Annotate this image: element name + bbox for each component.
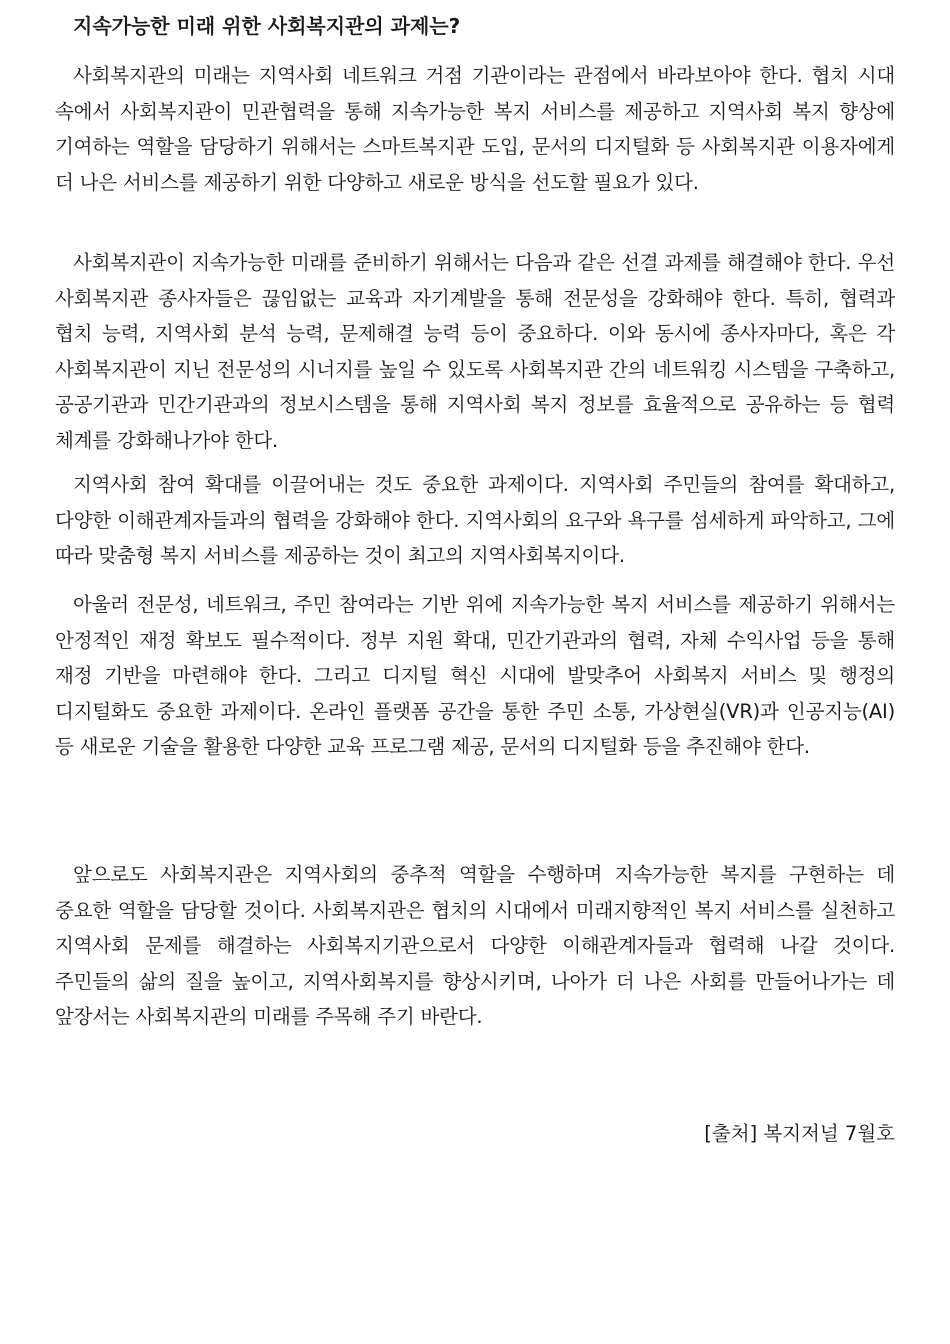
paragraph-community-participation: 지역사회 참여 확대를 이끌어내는 것도 중요한 과제이다. 지역사회 주민들의 참여를 확대하고, 다양한 이해관계자들과의 협력을 강화해야 한다. 지역사회의 요구와 욕구를 섬세하게 파악하고, 그에 따라 맞춤형 복지 서비스를 제공하는 것이 최고의 지역사회복지이다.: [55, 473, 895, 567]
source-citation: [출처] 복지저널 7월호: [704, 1122, 895, 1145]
paragraph-intro: 사회복지관의 미래는 지역사회 네트워크 거점 기관이라는 관점에서 바라보아야 한다. 협치 시대 속에서 사회복지관이 민관협력을 통해 지속가능한 복지 서비스를 제공하고 지역사회 복지 향상에 기여하는 역할을 담당하기 위해서는 스마트복지관 도입, 문서의 디지털화 등 사회복지관 이용자에게 더 나은 서비스를 제공하기 위한 다양하고 새로운 방식을 선도할 필요가 있다.: [55, 64, 895, 194]
paragraph-prerequisites: 사회복지관이 지속가능한 미래를 준비하기 위해서는 다음과 같은 선결 과제를 해결해야 한다. 우선 사회복지관 종사자들은 끊임없는 교육과 자기계발을 통해 전문성을 강화해야 한다. 특히, 협력과 협치 능력, 지역사회 분석 능력, 문제해결 능력 등이 중요하다. 이와 동시에 종사자마다, 혹은 각 사회복지관이 지닌 전문성의 시너지를 높일 수 있도록 사회복지관 간의 네트워킹 시스템을 구축하고, 공공기관과 민간기관과의 정보시스템을 통해 지역사회 복지 정보를 효율적으로 공유하는 등 협력 체계를 강화해나가야 한다.: [55, 251, 895, 452]
paragraph-conclusion: 앞으로도 사회복지관은 지역사회의 중추적 역할을 수행하며 지속가능한 복지를 구현하는 데 중요한 역할을 담당할 것이다. 사회복지관은 협치의 시대에서 미래지향적인 복지 서비스를 실천하고 지역사회 문제를 해결하는 사회복지기관으로서 다양한 이해관계자들과 협력해 나갈 것이다. 주민들의 삶의 질을 높이고, 지역사회복지를 향상시키며, 나아가 더 나은 사회를 만들어나가는 데 앞장서는 사회복지관의 미래를 주목해 주기 바란다.: [55, 863, 895, 1028]
article-title: 지속가능한 미래 위한 사회복지관의 과제는?: [73, 14, 461, 38]
paragraph-finance-digital: 아울러 전문성, 네트워크, 주민 참여라는 기반 위에 지속가능한 복지 서비스를 제공하기 위해서는 안정적인 재정 확보도 필수적이다. 정부 지원 확대, 민간기관과의 협력, 자체 수익사업 등을 통해 재정 기반을 마련해야 한다. 그리고 디지털 혁신 시대에 발맞추어 사회복지 서비스 및 행정의 디지털화도 중요한 과제이다. 온라인 플랫폼 공간을 통한 주민 소통, 가상현실(VR)과 인공지능(AI) 등 새로운 기술을 활용한 다양한 교육 프로그램 제공, 문서의 디지털화 등을 추진해야 한다.: [55, 593, 895, 758]
